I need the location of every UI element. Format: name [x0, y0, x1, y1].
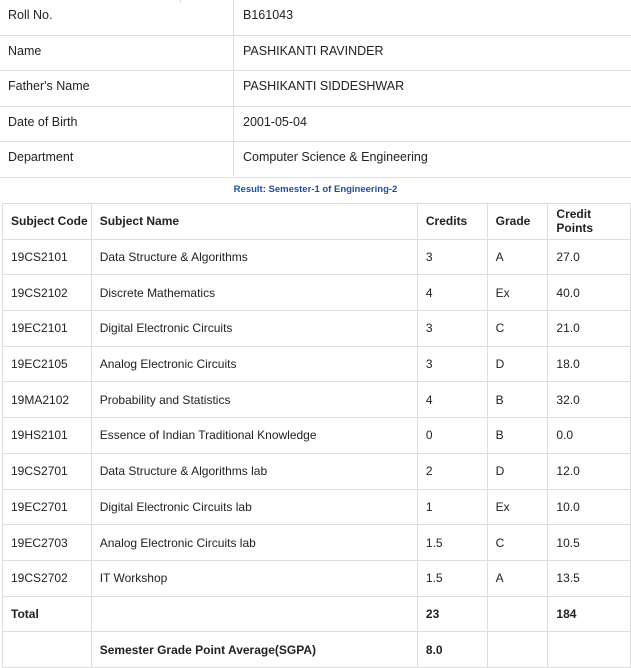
table-row	[3, 382, 631, 418]
grade: C	[487, 311, 548, 347]
sgpa-grade-empty	[487, 632, 548, 668]
father-label: Father's Name	[8, 79, 90, 93]
table-row	[3, 418, 631, 454]
subject-name: Data Structure & Algorithms	[91, 239, 417, 275]
student-info	[0, 0, 631, 178]
subject-code: 19EC2703	[3, 525, 92, 561]
total-empty	[91, 596, 417, 632]
subject-code: 19EC2701	[3, 489, 92, 525]
roll-value: B161043	[243, 8, 294, 22]
department-label: Department	[8, 150, 74, 164]
subject-name: Digital Electronic Circuits lab	[91, 489, 417, 525]
result-title: Result: Semester-1 of Engineering-2	[233, 184, 398, 195]
subject-name: Discrete Mathematics	[91, 275, 417, 311]
table-row	[3, 311, 631, 347]
grade: D	[487, 453, 548, 489]
dob-value: 2001-05-04	[243, 114, 307, 129]
total-grade-empty	[487, 596, 548, 632]
subject-code: 19HS2101	[3, 418, 92, 454]
header-subject-code: Subject Code	[3, 204, 92, 240]
credit-points: 32.0	[548, 382, 631, 418]
subject-name: IT Workshop	[91, 560, 417, 596]
table-row	[3, 275, 631, 311]
subject-name: Analog Electronic Circuits lab	[91, 525, 417, 561]
subject-name: Digital Electronic Circuits	[91, 311, 417, 347]
credit-points: 12.0	[548, 453, 631, 489]
dob-label: Date of Birth	[8, 114, 78, 129]
total-credits: 23	[417, 596, 487, 632]
subject-name: Essence of Indian Traditional Knowledge	[91, 418, 417, 454]
table-header-row	[3, 204, 631, 240]
roll-row	[0, 0, 631, 36]
credit-points: 13.5	[548, 560, 631, 596]
grade: D	[487, 346, 548, 382]
sgpa-empty	[3, 632, 92, 668]
subject-code: 19CS2701	[3, 453, 92, 489]
grade: B	[487, 382, 548, 418]
header-credits: Credits	[417, 204, 487, 240]
subject-code: 19CS2102	[3, 275, 92, 311]
credit-points: 10.5	[548, 525, 631, 561]
subject-name: Analog Electronic Circuits	[91, 346, 417, 382]
sgpa-points-empty	[548, 632, 631, 668]
credit-points: 27.0	[548, 239, 631, 275]
subject-name: Probability and Statistics	[91, 382, 417, 418]
credit-points: 21.0	[548, 311, 631, 347]
credit-points: 10.0	[548, 489, 631, 525]
table-row	[3, 453, 631, 489]
table-row	[3, 525, 631, 561]
credits: 4	[417, 382, 487, 418]
table-row	[3, 346, 631, 382]
header-credit-points: Credit Points	[548, 204, 631, 240]
result-table	[2, 203, 631, 668]
sgpa-value: 8.0	[417, 632, 487, 668]
credit-points: 18.0	[548, 346, 631, 382]
credits: 1.5	[417, 525, 487, 561]
grade: A	[487, 560, 548, 596]
credits: 3	[417, 311, 487, 347]
name-label: Name	[8, 43, 42, 58]
name-value: PASHIKANTI RAVINDER	[243, 43, 384, 58]
credit-points: 0.0	[548, 418, 631, 454]
department-value: Computer Science & Engineering	[243, 150, 428, 164]
credits: 2	[417, 453, 487, 489]
header-subject-name: Subject Name	[91, 204, 417, 240]
credits: 4	[417, 275, 487, 311]
table-row	[3, 560, 631, 596]
table-row	[3, 489, 631, 525]
subject-code: 19CS2101	[3, 239, 92, 275]
credit-points: 40.0	[548, 275, 631, 311]
dob-row	[0, 107, 631, 143]
subject-name: Data Structure & Algorithms lab	[91, 453, 417, 489]
total-credit-points: 184	[548, 596, 631, 632]
subject-code: 19EC2101	[3, 311, 92, 347]
department-row	[0, 142, 631, 178]
roll-label: Roll No.	[8, 8, 53, 22]
name-row	[0, 36, 631, 72]
total-row	[3, 596, 631, 632]
grade: Ex	[487, 275, 548, 311]
grade: C	[487, 525, 548, 561]
table-row	[3, 239, 631, 275]
father-row	[0, 71, 631, 107]
subject-code: 19EC2105	[3, 346, 92, 382]
grade: A	[487, 239, 548, 275]
credits: 3	[417, 239, 487, 275]
grade: Ex	[487, 489, 548, 525]
father-value: PASHIKANTI SIDDESHWAR	[243, 79, 405, 93]
header-grade: Grade	[487, 204, 548, 240]
subject-code: 19MA2102	[3, 382, 92, 418]
credits: 1.5	[417, 560, 487, 596]
credits: 0	[417, 418, 487, 454]
credits: 1	[417, 489, 487, 525]
total-label: Total	[3, 596, 92, 632]
credits: 3	[417, 346, 487, 382]
subject-code: 19CS2702	[3, 560, 92, 596]
sgpa-label: Semester Grade Point Average(SGPA)	[91, 632, 417, 668]
grade: B	[487, 418, 548, 454]
sgpa-row	[3, 632, 631, 668]
